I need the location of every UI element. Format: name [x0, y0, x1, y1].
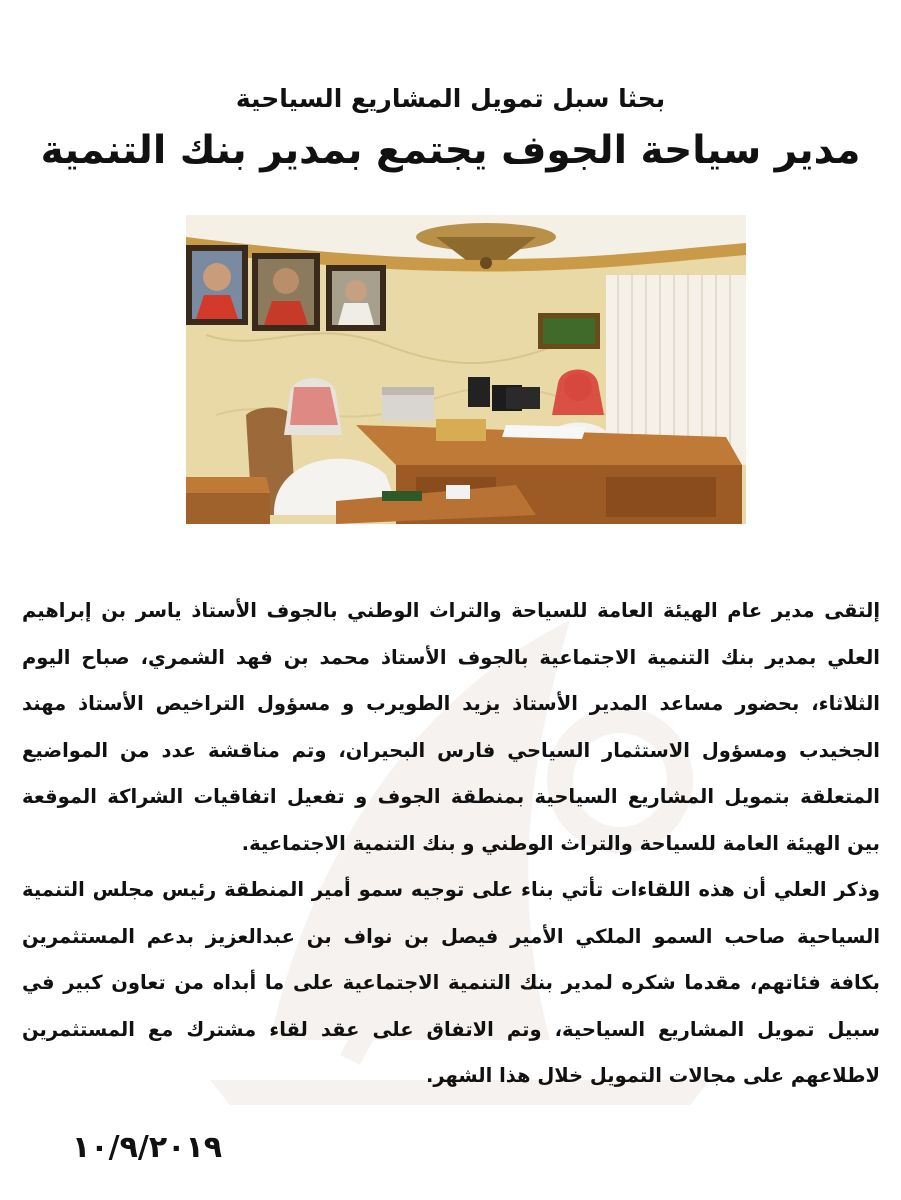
article-photo	[186, 215, 746, 524]
article-paragraph-1: إلتقى مدير عام الهيئة العامة للسياحة والتراث الوطني بالجوف الأستاذ ياسر بن إبراهيم العلي بمدير بنك التنمية الاجتماعية بالجوف الأستاذ محمد بن فهد الشمري، صباح اليوم الثلاثاء، بحضور مساعد المدير الأستاذ يزيد الطويرب و مسؤول التراخيص الأستاذ مهند الجخيدب ومسؤول الاستثمار السياحي فارس البحيران، وتم مناقشة عدد من المواضيع المتعلقة بتمويل المشاريع السياحية بمنطقة الجوف و تفعيل اتفاقيات الشراكة الموقعة بين الهيئة العامة للسياحة والتراث الوطني و بنك التنمية الاجتماعية.	[22, 599, 880, 855]
article-kicker: بحثا سبل تمويل المشاريع السياحية	[235, 84, 666, 113]
article-headline: مدير سياحة الجوف يجتمع بمدير بنك التنمية	[40, 128, 861, 173]
article-body	[22, 588, 880, 1100]
meeting-office-illustration	[186, 215, 746, 524]
article-paragraph-2: وذكر العلي أن هذه اللقاءات تأتي بناء على توجيه سمو أمير المنطقة رئيس مجلس التنمية السياحية صاحب السمو الملكي الأمير فيصل بن نواف بن عبدالعزيز بدعم المستثمرين بكافة فئاتهم، مقدما شكره لمدير بنك التنمية الاجتماعية على ما أبداه من تعاون كبير في سبيل تمويل المشاريع السياحية، وتم الاتفاق على عقد لقاء مشترك مع المستثمرين لاطلاعهم على مجالات التمويل خلال هذا الشهر.	[22, 878, 880, 1087]
article-date: ١٠/٩/٢٠١٩	[72, 1130, 223, 1165]
